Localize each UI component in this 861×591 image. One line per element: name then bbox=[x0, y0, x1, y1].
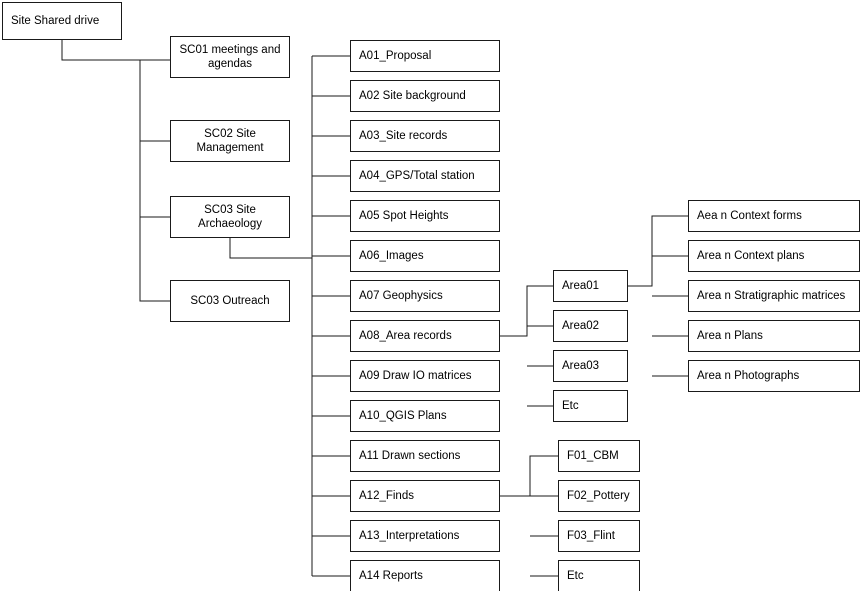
node-level2-8[interactable]: A09 Draw IO matrices bbox=[350, 360, 500, 392]
node-area-child-1[interactable]: Area n Context plans bbox=[688, 240, 860, 272]
node-level1-1[interactable]: SC02 Site Management bbox=[170, 120, 290, 162]
node-level2-13[interactable]: A14 Reports bbox=[350, 560, 500, 591]
node-area-child-0[interactable]: Aea n Context forms bbox=[688, 200, 860, 232]
node-level2-11[interactable]: A12_Finds bbox=[350, 480, 500, 512]
connector-20 bbox=[500, 286, 553, 336]
node-level2-0[interactable]: A01_Proposal bbox=[350, 40, 500, 72]
node-level1-3[interactable]: SC03 Outreach bbox=[170, 280, 290, 322]
node-root-site-shared-drive[interactable]: Site Shared drive bbox=[2, 2, 122, 40]
node-find-0[interactable]: F01_CBM bbox=[558, 440, 640, 472]
connector-28 bbox=[628, 216, 688, 286]
node-area-3[interactable]: Etc bbox=[553, 390, 628, 422]
node-area-child-4[interactable]: Area n Photographs bbox=[688, 360, 860, 392]
node-level2-1[interactable]: A02 Site background bbox=[350, 80, 500, 112]
node-area-0[interactable]: Area01 bbox=[553, 270, 628, 302]
node-area-1[interactable]: Area02 bbox=[553, 310, 628, 342]
connector-0 bbox=[62, 40, 170, 60]
node-area-child-2[interactable]: Area n Stratigraphic matrices bbox=[688, 280, 860, 312]
connector-1 bbox=[140, 60, 170, 301]
node-level2-7[interactable]: A08_Area records bbox=[350, 320, 500, 352]
connector-4 bbox=[230, 238, 312, 258]
node-area-child-3[interactable]: Area n Plans bbox=[688, 320, 860, 352]
node-level2-6[interactable]: A07 Geophysics bbox=[350, 280, 500, 312]
node-level2-12[interactable]: A13_Interpretations bbox=[350, 520, 500, 552]
node-level2-10[interactable]: A11 Drawn sections bbox=[350, 440, 500, 472]
node-level1-2[interactable]: SC03 Site Archaeology bbox=[170, 196, 290, 238]
node-level1-0[interactable]: SC01 meetings and agendas bbox=[170, 36, 290, 78]
node-level2-9[interactable]: A10_QGIS Plans bbox=[350, 400, 500, 432]
connector-24 bbox=[500, 456, 558, 496]
node-find-3[interactable]: Etc bbox=[558, 560, 640, 591]
node-level2-3[interactable]: A04_GPS/Total station bbox=[350, 160, 500, 192]
node-level2-2[interactable]: A03_Site records bbox=[350, 120, 500, 152]
node-level2-5[interactable]: A06_Images bbox=[350, 240, 500, 272]
node-level2-4[interactable]: A05 Spot Heights bbox=[350, 200, 500, 232]
node-find-2[interactable]: F03_Flint bbox=[558, 520, 640, 552]
node-find-1[interactable]: F02_Pottery bbox=[558, 480, 640, 512]
node-area-2[interactable]: Area03 bbox=[553, 350, 628, 382]
